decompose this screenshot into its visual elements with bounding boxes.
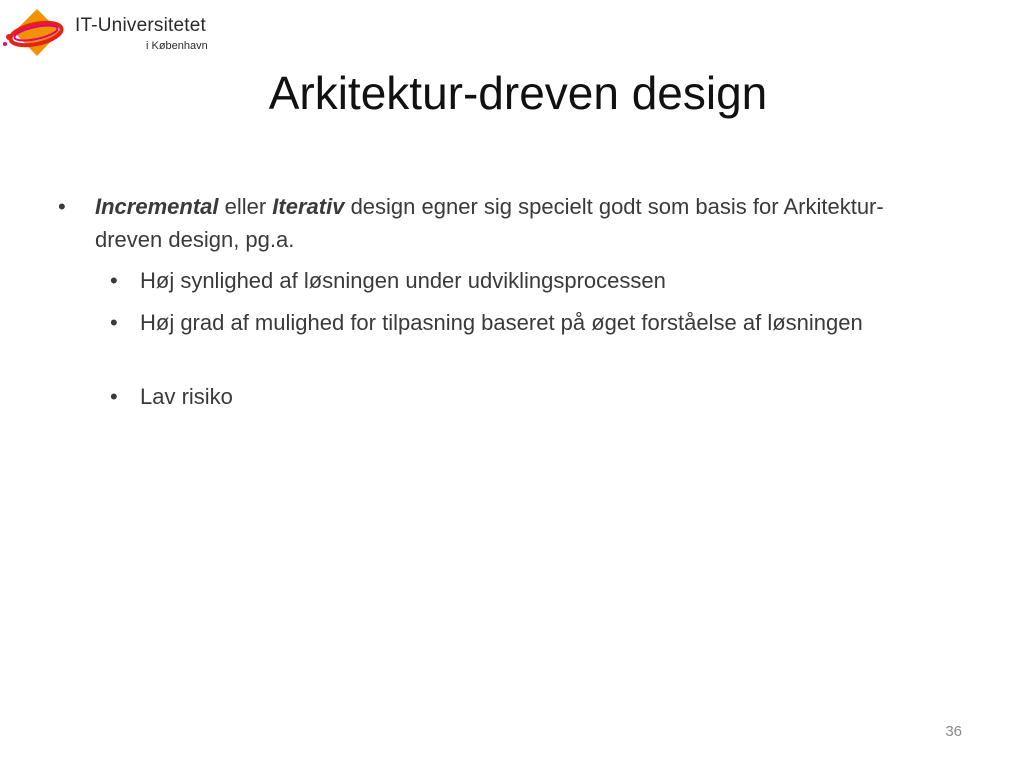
word-eller: eller [218,194,273,219]
bullet-text-rest: design egner sig specielt godt som basis for Arkitektur-dreven design, pg.a. [95,194,884,252]
bullet-item-3 [110,306,920,339]
bullet-item-2 [110,264,920,297]
term-incremental: Incremental [95,194,219,219]
bullet-item-1 [58,190,925,256]
itu-logo [0,4,220,64]
slide-title: Arkitektur-dreven design [268,67,768,119]
bullet-dot: • [110,384,118,409]
bullet-text-2: Høj synlighed af løsningen under udviklingsprocessen [140,268,666,293]
bullet-text-4: Lav risiko [140,384,233,409]
bullet-item-4 [110,380,920,413]
page-number: 36 [945,723,962,740]
bullet-text-1 [95,194,884,252]
bullet-text-3: Høj grad af mulighed for tilpasning baseret på øget forståelse af løsningen [140,310,863,335]
bullet-dot: • [110,268,118,293]
logo-name: IT-Universitetet [75,15,206,36]
bullet-dot: • [58,194,66,219]
bullet-dot: • [110,310,118,335]
term-iterativ: Iterativ [272,194,345,219]
logo-subtitle: i København [146,40,208,52]
itu-logo-icon [0,4,70,62]
